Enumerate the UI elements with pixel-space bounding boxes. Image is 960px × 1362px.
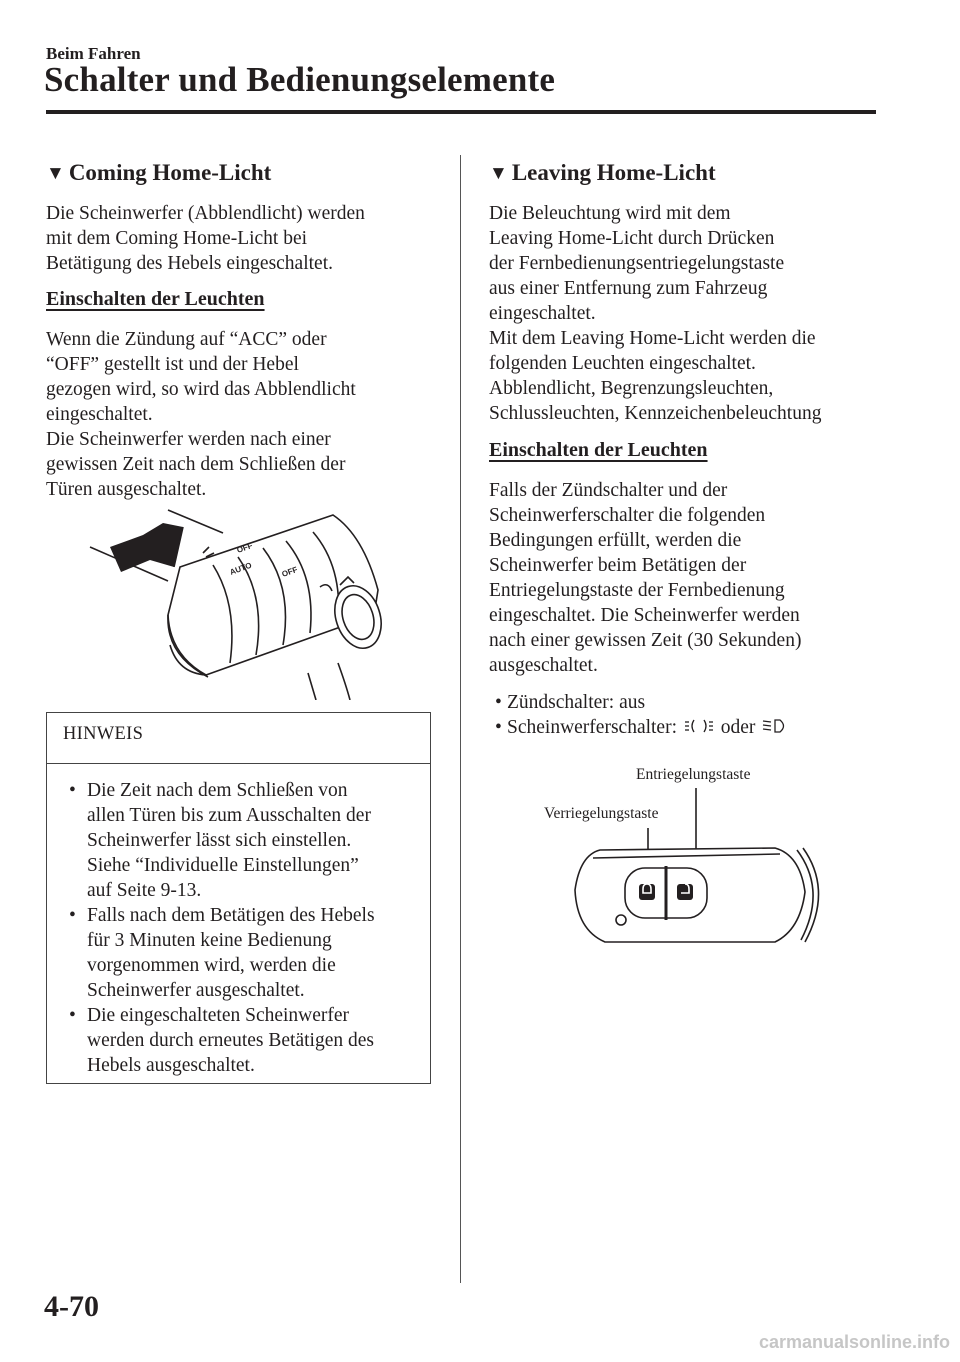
text-line: Scheinwerfer beim Betätigen der [489,555,747,576]
text-line: der Fernbedienungsentriegelungstaste [489,253,785,274]
text-line: auf Seite 9-13. [87,880,202,901]
text-line: Leaving Home-Licht durch Drücken [489,228,775,249]
text-line: mit dem Coming Home-Licht bei [46,228,308,249]
text-line: Siehe “Individuelle Einstellungen” [87,855,359,876]
text-line: Bedingungen erfüllt, werden die [489,530,742,551]
headlight-lever-illustration [88,505,408,700]
condition-or: oder [720,717,756,738]
leaving-home-body [489,478,929,678]
triangle-bullet-icon: ▼ [46,163,65,184]
text-line: Wenn die Zündung auf “ACC” oder [46,329,327,350]
coming-home-intro [46,201,446,276]
text-line: Falls der Zündschalter und der [489,480,728,501]
text-line: eingeschaltet. [489,303,596,324]
lever-off-label: OFF [235,540,254,555]
condition-ignition: Zündschalter: aus [507,692,646,713]
unlock-icon [677,884,693,900]
text-line: Betätigung des Hebels eingeschaltet. [46,253,333,274]
text-line: Schlussleuchten, Kennzeichenbeleuchtung [489,403,822,424]
lever-auto-label: AUTO [228,560,253,577]
text-line: Scheinwerferschalter die folgenden [489,505,766,526]
note-item [63,1003,423,1078]
leaving-home-heading-text: Leaving Home-Licht [511,160,716,185]
pull-arrow-icon [110,523,183,572]
condition-item [489,715,929,740]
triangle-bullet-icon: ▼ [489,163,508,184]
condition-headlight-prefix: Scheinwerferschalter: [507,717,677,738]
text-line: Die eingeschalteten Scheinwerfer [87,1005,350,1026]
leaving-home-heading [489,160,716,186]
text-line: aus einer Entfernung zum Fahrzeug [489,278,768,299]
column-divider [460,155,461,1283]
text-line: eingeschaltet. [46,404,153,425]
text-line: Hebels ausgeschaltet. [87,1055,255,1076]
unlock-button-label: Entriegelungstaste [636,766,751,783]
coming-home-heading-text: Coming Home-Licht [68,160,272,185]
text-line: folgenden Leuchten eingeschaltet. [489,353,756,374]
condition-item [489,690,929,715]
low-beam-icon [762,717,788,735]
key-fob-illustration [565,780,835,960]
right-subheading: Einschalten der Leuchten [489,439,708,461]
section-label: Beim Fahren [46,44,141,63]
coming-home-heading [46,160,271,186]
lever-off2-label: OFF [280,564,299,579]
text-line: Die Scheinwerfer werden nach einer [46,429,331,450]
condition-list [489,690,929,740]
note-title: HINWEIS [63,724,144,744]
bullet-dot-icon: • [495,717,502,738]
text-line: Abblendlicht, Begrenzungsleuchten, [489,378,774,399]
text-line: gewissen Zeit nach dem Schließen der [46,454,346,475]
text-line: für 3 Minuten keine Bedienung [87,930,332,951]
left-subheading: Einschalten der Leuchten [46,288,265,310]
text-line: Die Zeit nach dem Schließen von [87,780,348,801]
note-item [63,903,423,1003]
page-number: 4-70 [44,1290,99,1323]
watermark: carmanualsonline.info [758,1332,950,1352]
text-line: Mit dem Leaving Home-Licht werden die [489,328,816,349]
text-line: Türen ausgeschaltet. [46,479,207,500]
text-line: eingeschaltet. Die Scheinwerfer werden [489,605,800,626]
text-line: “OFF” gestellt ist und der Hebel [46,354,299,375]
text-line: gezogen wird, so wird das Abblendlicht [46,379,356,400]
text-line: nach einer gewissen Zeit (30 Sekunden) [489,630,802,651]
text-line: Die Beleuchtung wird mit dem [489,203,731,224]
text-line: werden durch erneutes Betätigen des [87,1030,374,1051]
text-line: Die Scheinwerfer (Abblendlicht) werden [46,203,365,224]
lock-icon [639,884,655,900]
note-item [63,778,423,903]
lock-button-label: Verriegelungstaste [544,805,659,822]
text-line: vorgenommen wird, werden die [87,955,336,976]
text-line: Scheinwerfer ausgeschaltet. [87,980,305,1001]
note-box [46,712,431,1084]
text-line: ausgeschaltet. [489,655,598,676]
note-list [63,778,423,1078]
bullet-dot-icon: • [495,692,502,713]
chapter-title: Schalter und Bedienungselemente [44,60,556,99]
text-line: Scheinwerfer lässt sich einstellen. [87,830,352,851]
parking-light-icon [684,717,714,735]
note-divider [47,763,430,764]
coming-home-body [46,327,446,502]
bullet-dot-icon: • [69,780,76,801]
bullet-dot-icon: • [69,905,76,926]
text-line: allen Türen bis zum Ausschalten der [87,805,371,826]
leaving-home-intro [489,201,929,426]
text-line: Entriegelungstaste der Fernbedienung [489,580,785,601]
text-line: Falls nach dem Betätigen des Hebels [87,905,375,926]
bullet-dot-icon: • [69,1005,76,1026]
title-rule [46,110,876,114]
